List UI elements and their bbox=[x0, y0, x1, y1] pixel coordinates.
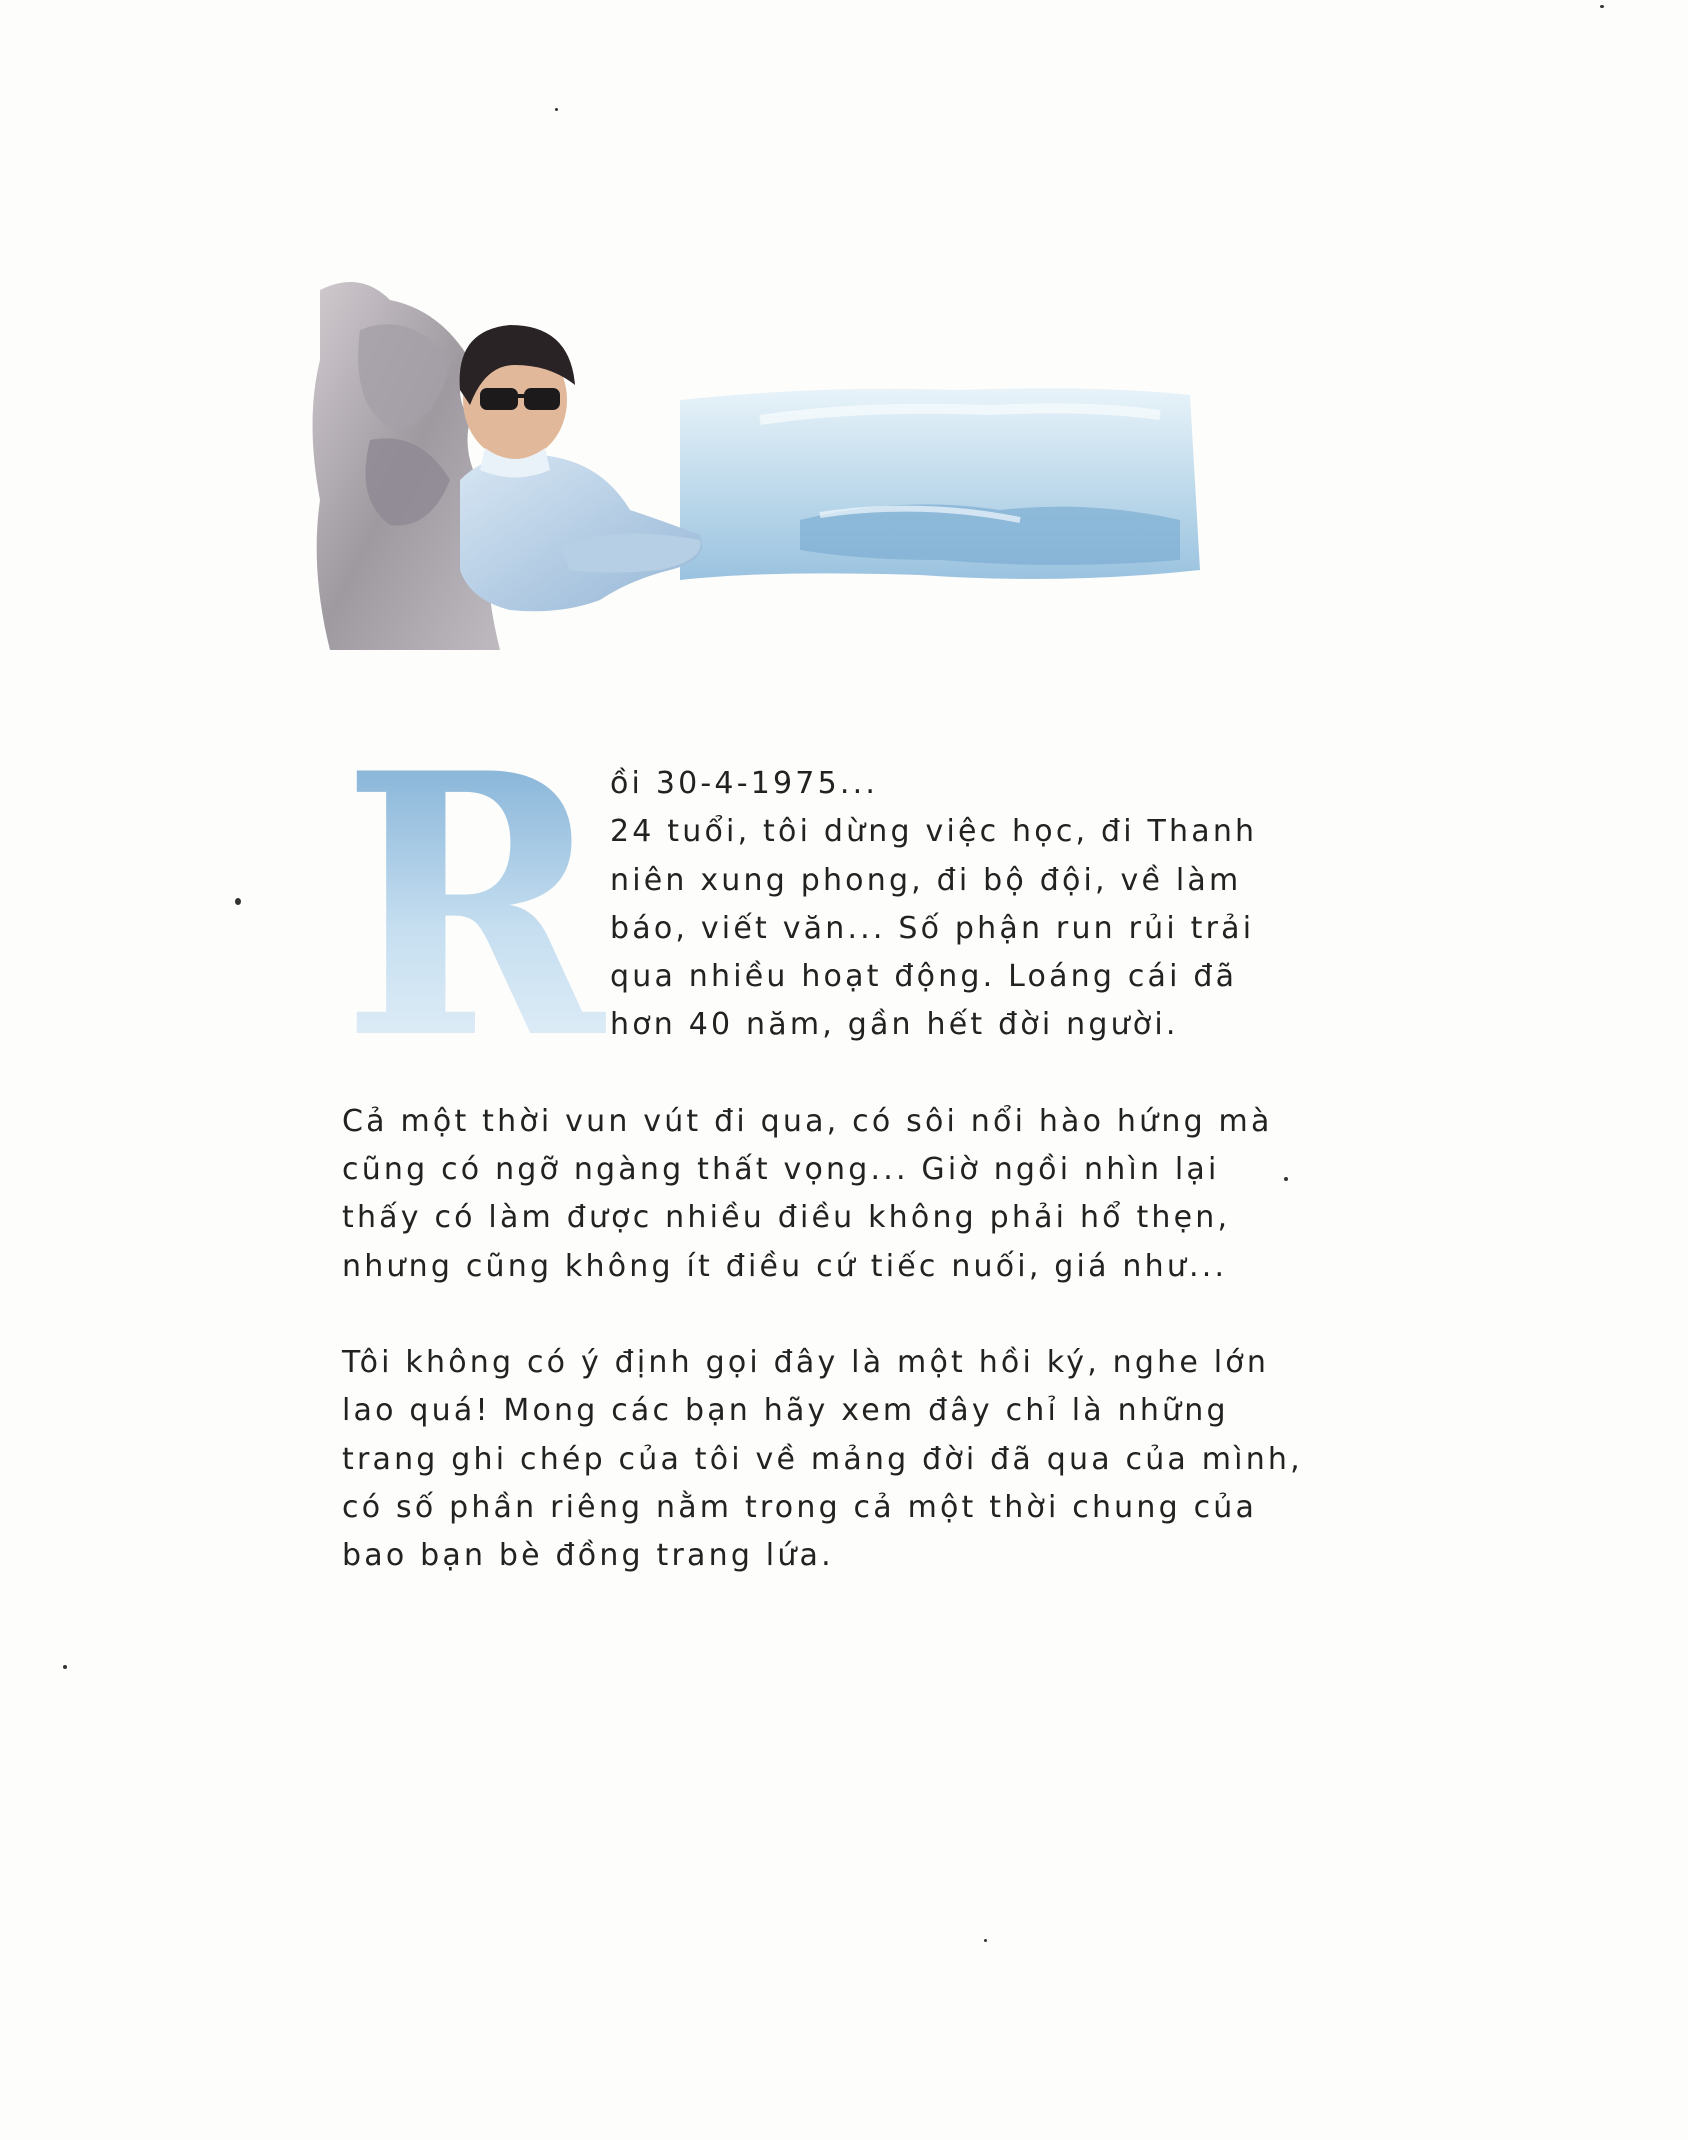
text-line: niên xung phong, đi bộ đội, về làm bbox=[610, 862, 1242, 898]
text-line: thấy có làm được nhiều điều không phải hổ thẹn, bbox=[342, 1200, 1231, 1236]
paragraph-3 bbox=[342, 1339, 1303, 1580]
text-line: 24 tuổi, tôi dừng việc học, đi Thanh bbox=[610, 814, 1258, 850]
text-line: bao bạn bè đồng trang lứa. bbox=[342, 1538, 834, 1574]
text-line: báo, viết văn... Số phận run rủi trải bbox=[610, 910, 1255, 946]
text-line: có số phần riêng nằm trong cả một thời chung của bbox=[342, 1489, 1258, 1525]
text-line: ồi 30-4-1975... bbox=[610, 766, 879, 801]
scan-speck bbox=[555, 108, 558, 111]
text-line: Tôi không có ý định gọi đây là một hồi ký, nghe lớn bbox=[342, 1344, 1270, 1380]
paragraph-2 bbox=[342, 1098, 1273, 1291]
text-line: qua nhiều hoạt động. Loáng cái đã bbox=[610, 959, 1238, 995]
scan-speck bbox=[1600, 5, 1604, 8]
text-line: hơn 40 năm, gần hết đời người. bbox=[610, 1007, 1179, 1043]
text-line: nhưng cũng không ít điều cứ tiếc nuối, giá như... bbox=[342, 1248, 1228, 1284]
text-line: lao quá! Mong các bạn hãy xem đây chỉ là những bbox=[342, 1393, 1229, 1429]
scan-speck bbox=[1284, 1177, 1288, 1181]
scan-speck bbox=[984, 1939, 987, 1942]
drop-cap-letter: R bbox=[342, 695, 608, 1118]
scan-speck bbox=[235, 898, 241, 905]
drop-cap bbox=[342, 695, 608, 1118]
opening-paragraph bbox=[610, 760, 1258, 1050]
text-line: Cả một thời vun vút đi qua, có sôi nổi hào hứng mà bbox=[342, 1103, 1273, 1139]
text-line: trang ghi chép của tôi về mảng đời đã qua của mình, bbox=[342, 1441, 1303, 1477]
scan-speck bbox=[63, 1665, 67, 1669]
text-block bbox=[342, 695, 1303, 1580]
text-line: cũng có ngỡ ngàng thất vọng... Giờ ngồi nhìn lại bbox=[342, 1152, 1220, 1188]
author-photo bbox=[300, 270, 1260, 670]
